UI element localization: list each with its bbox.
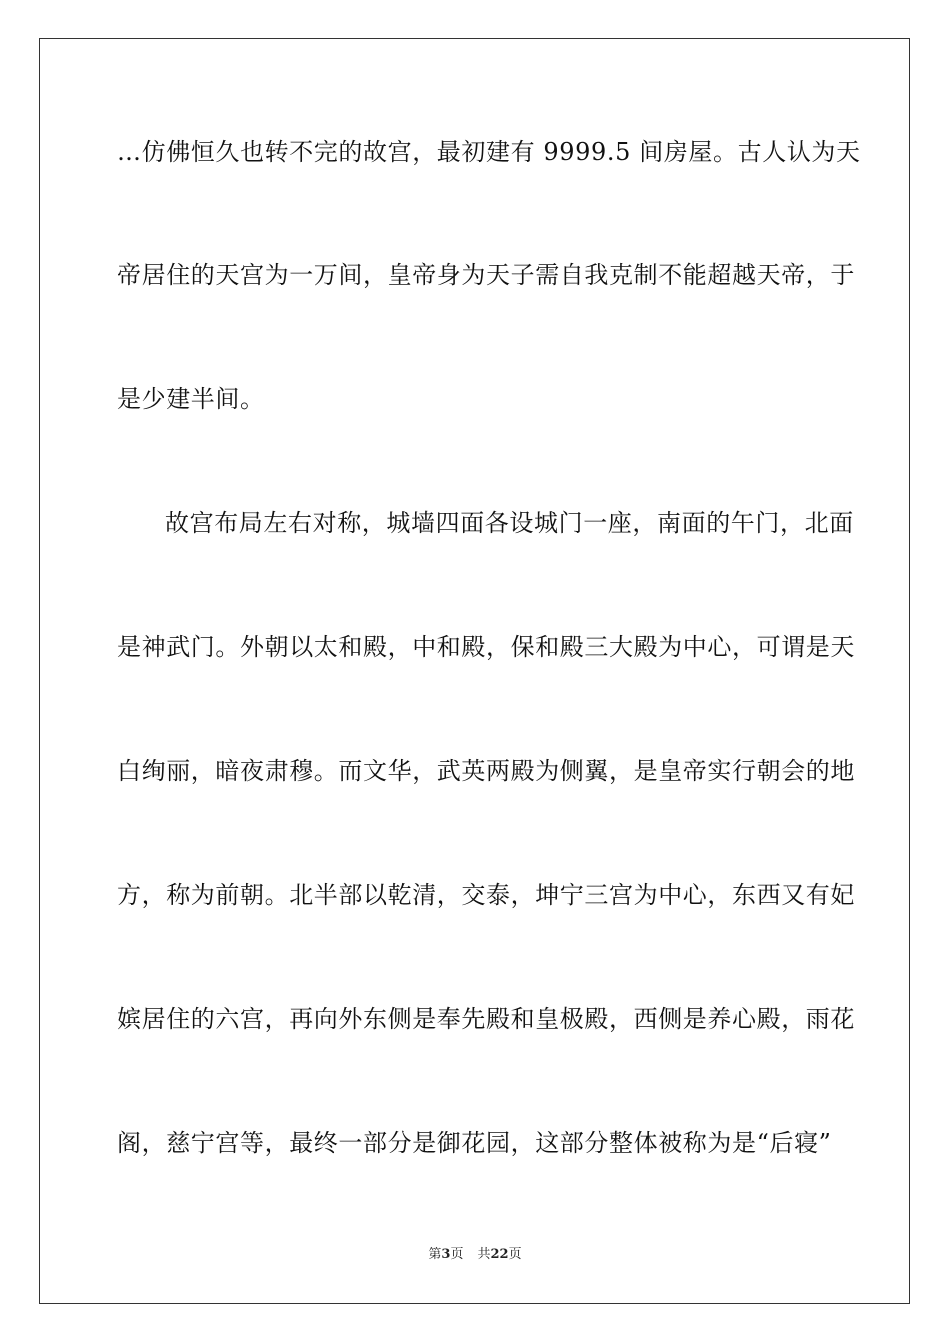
text-line-4: 故宫布局左右对称，城墙四面各设城门一座，南面的午门，北面 [165, 509, 854, 537]
page-border [39, 38, 910, 1304]
text-line-6: 白绚丽，暗夜肃穆。而文华，武英两殿为侧翼，是皇帝实行朝会的地 [117, 757, 855, 785]
footer-total-prefix: 共 [477, 1247, 491, 1262]
text-line-3: 是少建半间。 [117, 385, 265, 413]
text-line-8: 嫔居住的六宫，再向外东侧是奉先殿和皇极殿，西侧是养心殿，雨花 [117, 1005, 855, 1033]
footer-page-prefix: 第 [428, 1247, 442, 1262]
text-line-7: 方，称为前朝。北半部以乾清，交泰，坤宁三宫为中心，东西又有妃 [117, 881, 855, 909]
text-line-2: 帝居住的天宫为一万间，皇帝身为天子需自我克制不能超越天帝，于 [117, 261, 855, 289]
text-line-5: 是神武门。外朝以太和殿，中和殿，保和殿三大殿为中心，可谓是天 [117, 633, 855, 661]
footer-page-number: 3 [441, 1247, 451, 1262]
footer-total-suffix: 页 [508, 1247, 522, 1262]
footer-page-suffix: 页 [450, 1247, 464, 1262]
text-line-9: 阁，慈宁宫等，最终一部分是御花园，这部分整体被称为是“后寝” [117, 1129, 832, 1157]
text-line-1: …仿佛恒久也转不完的故宫，最初建有 9999.5 间房屋。古人认为天 [117, 138, 861, 166]
page-footer [0, 1246, 950, 1264]
footer-total-pages: 22 [490, 1247, 509, 1262]
